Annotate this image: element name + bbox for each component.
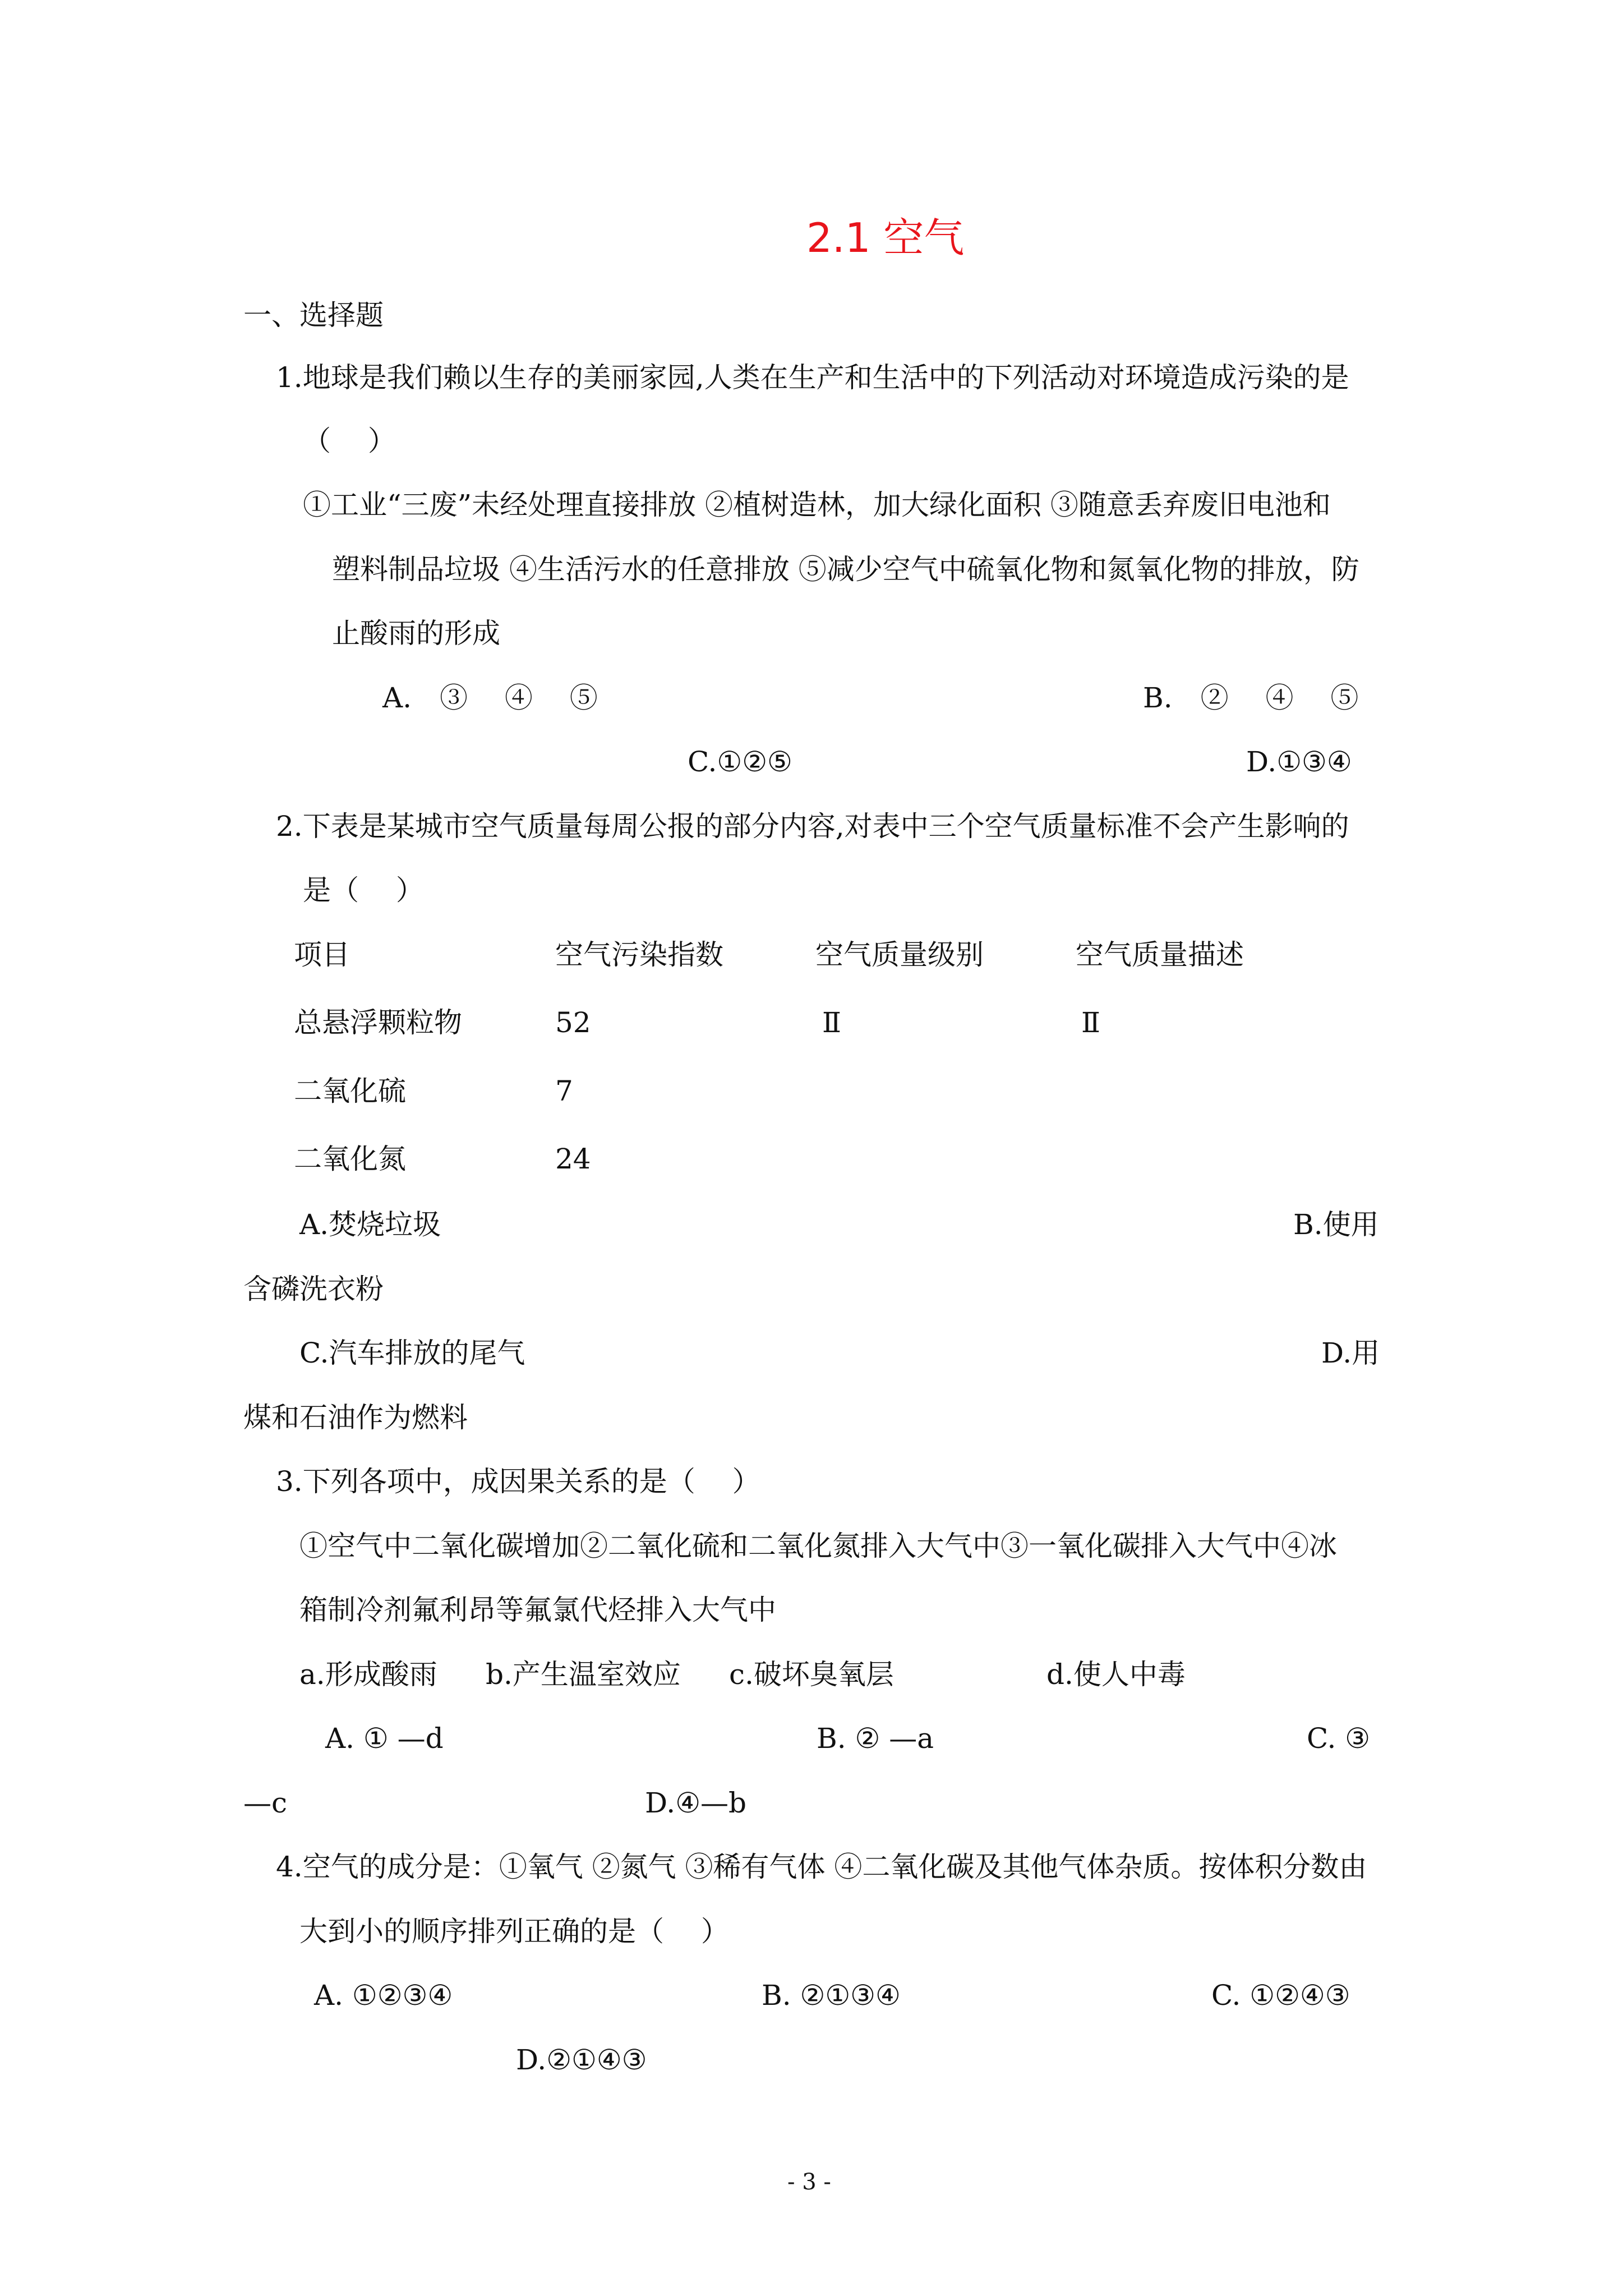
option-d-continued: 煤和石油作为燃料 xyxy=(243,1401,468,1434)
question-stem: 1.地球是我们赖以生存的美丽家园,人类在生产和生活中的下列活动对环境造成污染的是 xyxy=(276,361,1349,394)
option-b: B. ② —a xyxy=(817,1722,934,1755)
option-b-continued: 含磷洗衣粉 xyxy=(243,1273,384,1305)
question-items: 塑料制品垃圾 ④生活污水的任意排放 ⑤减少空气中硫氧化物和氮氧化物的排放，防 xyxy=(332,553,1359,586)
question-items: ①空气中二氧化碳增加②二氧化硫和二氧化氮排入大气中③一氧化碳排入大气中④冰 xyxy=(299,1530,1337,1562)
option-a: A.焚烧垃圾 xyxy=(299,1208,441,1241)
table-header: 空气污染指数 xyxy=(555,938,723,971)
section-heading: 一、选择题 xyxy=(243,299,384,332)
table-cell: 24 xyxy=(555,1143,591,1175)
effect-item: d.使人中毒 xyxy=(1046,1658,1186,1691)
answer-blank: （ ） xyxy=(303,425,396,457)
question-stem: 大到小的顺序排列正确的是（ ） xyxy=(299,1915,729,1948)
option-b: B.使用 xyxy=(1293,1208,1379,1241)
table-header: 项目 xyxy=(294,938,350,971)
question-stem: 2.下表是某城市空气质量每周公报的部分内容,对表中三个空气质量标准不会产生影响的 xyxy=(276,810,1349,843)
option-b: B. ②①③④ xyxy=(762,1979,901,2012)
table-cell: 7 xyxy=(555,1075,573,1107)
question-items: 箱制冷剂氟利昂等氟氯代烃排入大气中 xyxy=(299,1594,776,1626)
option-c: C. ①②④③ xyxy=(1211,1979,1350,2012)
question-items: 止酸雨的形成 xyxy=(332,617,500,650)
option-a: A. ③ ④ ⑤ xyxy=(382,682,598,714)
option-c: C.汽车排放的尾气 xyxy=(299,1337,525,1369)
table-cell: 总悬浮颗粒物 xyxy=(294,1006,462,1039)
question-stem: 是（ ） xyxy=(303,874,424,907)
option-c: C.①②⑤ xyxy=(688,746,792,778)
table-cell: 二氧化硫 xyxy=(294,1075,406,1107)
table-header: 空气质量描述 xyxy=(1076,938,1244,971)
option-a: A. ①②③④ xyxy=(314,1979,453,2012)
option-d: D.①③④ xyxy=(1246,746,1352,778)
question-stem: 4.空气的成分是：①氧气 ②氮气 ③稀有气体 ④二氧化碳及其他气体杂质。按体积分数由 xyxy=(276,1851,1367,1883)
option-d: D.④—b xyxy=(645,1787,747,1819)
page-number: - 3 - xyxy=(787,2169,831,2195)
option-a: A. ① —d xyxy=(325,1722,444,1755)
effect-item: a.形成酸雨 xyxy=(299,1658,437,1691)
effect-item: b.产生温室效应 xyxy=(486,1658,681,1691)
option-b: B. ② ④ ⑤ xyxy=(1143,682,1359,714)
option-d: D.②①④③ xyxy=(516,2044,647,2076)
table-cell: 52 xyxy=(555,1006,591,1039)
option-c-continued: —c xyxy=(243,1787,288,1819)
effect-item: c.破坏臭氧层 xyxy=(729,1658,894,1691)
option-d: D.用 xyxy=(1321,1337,1380,1369)
table-header: 空气质量级别 xyxy=(815,938,984,971)
table-cell: Ⅱ xyxy=(1081,1006,1100,1039)
document-title: 2.1 空气 xyxy=(806,214,965,261)
table-cell: 二氧化氮 xyxy=(294,1143,406,1175)
question-stem: 3.下列各项中，成因果关系的是（ ） xyxy=(276,1465,760,1498)
option-c: C. ③ xyxy=(1307,1722,1371,1755)
table-cell: Ⅱ xyxy=(822,1006,841,1039)
question-items: ①工业“三废”未经处理直接排放 ②植树造林，加大绿化面积 ③随意丢弃废旧电池和 xyxy=(303,489,1331,521)
